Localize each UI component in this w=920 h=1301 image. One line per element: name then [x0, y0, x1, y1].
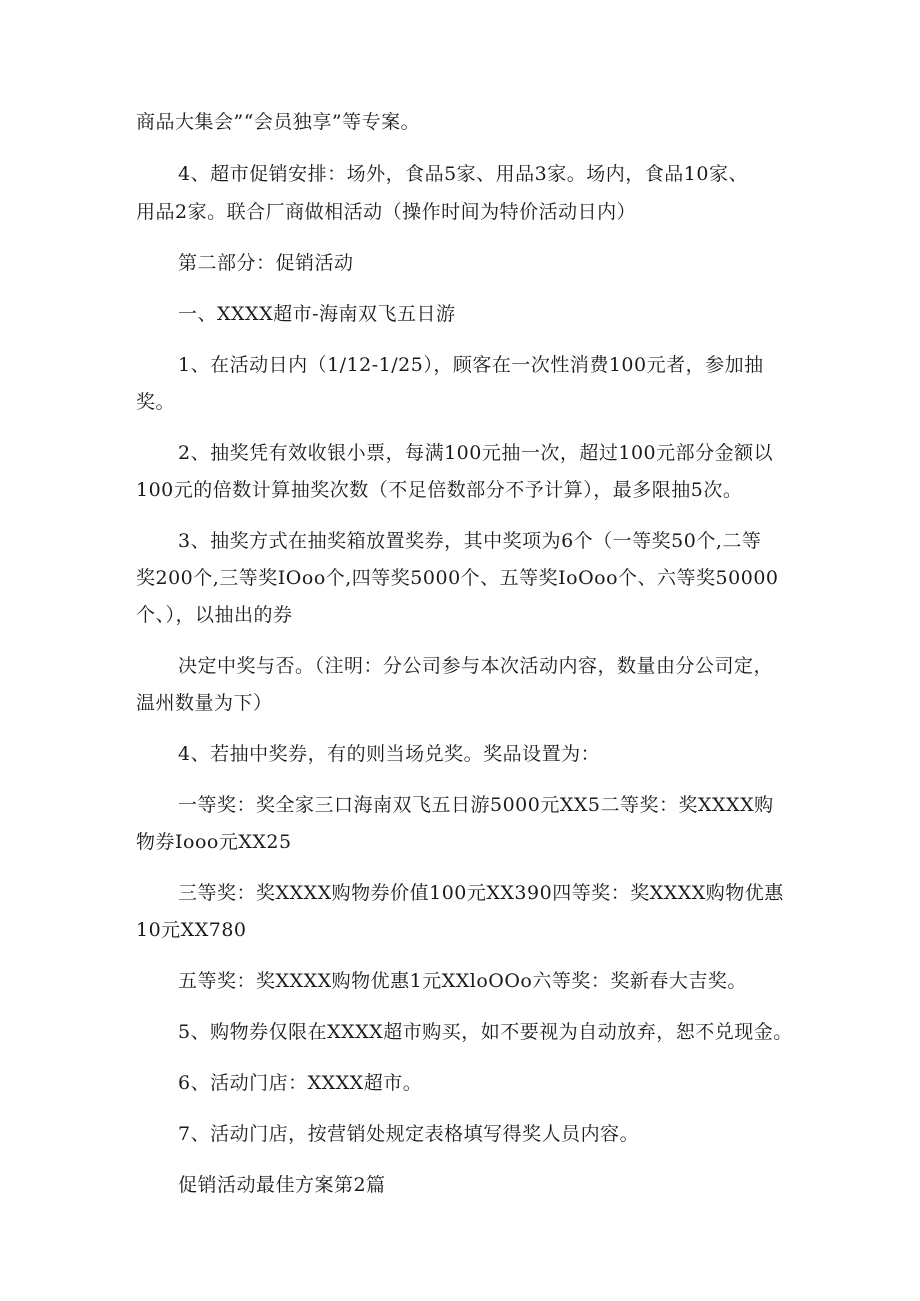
text-line: 物券Iooo元XX25 [136, 831, 292, 853]
text-line: 10元XX780 [136, 919, 247, 941]
text-line: 奖。 [136, 391, 176, 413]
text-line: 商品大集会”“会员独享”等专案。 [136, 111, 421, 133]
section-heading: 第二部分：促销活动 [178, 252, 354, 274]
text-line: 五等奖：奖XXXX购物优惠1元XXloOOo六等奖：奖新春大吉奖。 [178, 970, 747, 992]
text-line: 奖200个,三等奖IOoo个,四等奖5000个、五等奖IoOoo个、六等奖50000 [136, 567, 779, 589]
text-line: 6、活动门店：XXXX超市。 [178, 1072, 423, 1094]
subsection-heading: 一、XXXX超市-海南双飞五日游 [178, 303, 456, 325]
text-line: 三等奖：奖XXXX购物券价值100元XX390四等奖：奖XXXX购物优惠 [178, 882, 784, 904]
text-line: 用品2家。联合厂商做相活动（操作时间为特价活动日内） [136, 201, 637, 223]
text-line: 温州数量为下） [136, 692, 273, 714]
text-line: 4、超市促销安排：场外，食品5家、用品3家。场内，食品10家、 [178, 163, 748, 185]
text-line: 1、在活动日内（1/12-1/25），顾客在一次性消费100元者，参加抽 [178, 354, 764, 376]
text-line: 一等奖：奖全家三口海南双飞五日游5000元XX5二等奖：奖XXXX购 [178, 794, 774, 816]
section-heading: 促销活动最佳方案第2篇 [178, 1174, 386, 1196]
text-line: 7、活动门店，按营销处规定表格填写得奖人员内容。 [178, 1123, 640, 1145]
text-line: 100元的倍数计算抽奖次数（不足倍数部分不予计算），最多限抽5次。 [136, 479, 743, 501]
text-line: 4、若抽中奖券，有的则当场兑奖。奖品设置为： [178, 743, 601, 765]
text-line: 2、抽奖凭有效收银小票，每满100元抽一次，超过100元部分金额以 [178, 442, 774, 464]
text-line: 决定中奖与否。（注明：分公司参与本次活动内容，数量由分公司定， [178, 655, 774, 677]
text-line: 个、），以抽出的券 [136, 604, 293, 626]
text-line: 5、购物券仅限在XXXX超市购买，如不要视为自动放弃，恕不兑现金。 [178, 1021, 793, 1043]
text-line: 3、抽奖方式在抽奖箱放置奖券，其中奖项为6个（一等奖50个,二等 [178, 530, 762, 552]
